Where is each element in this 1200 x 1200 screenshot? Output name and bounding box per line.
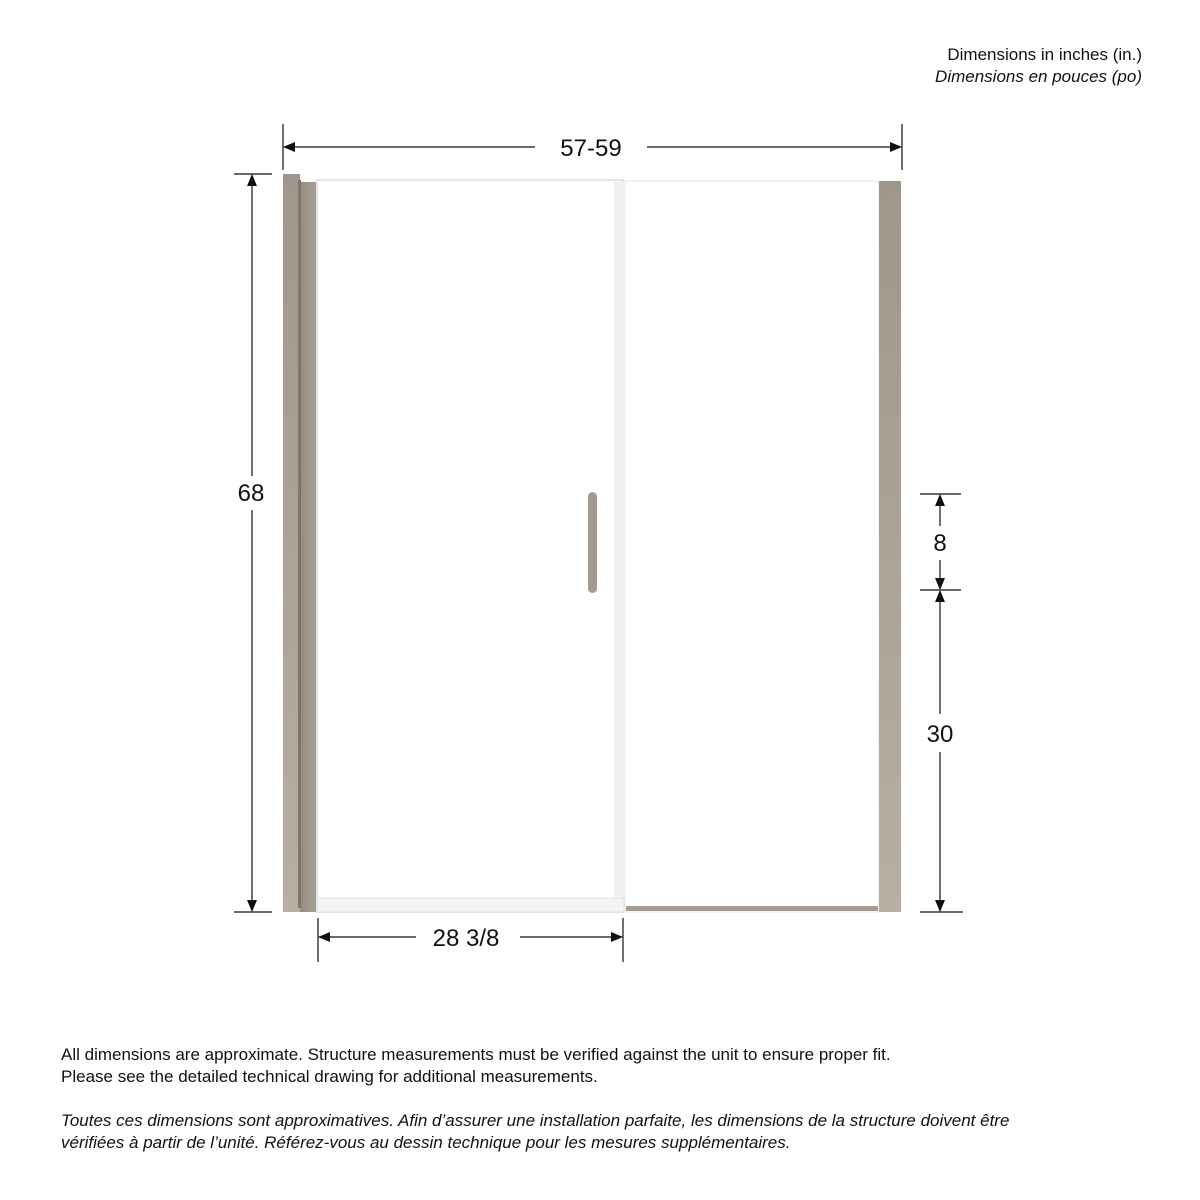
disclaimer-fr-line-2: vérifiées à partir de l’unité. Référez-vous au dessin technique pour les mesures supplémentaires. [61,1133,791,1152]
left-wall-jamb [283,174,317,912]
handle-length-label: 8 [933,530,947,557]
disclaimer-en-line-1: All dimensions are approximate. Structure measurements must be verified against the unit to ensure proper fit. [61,1045,891,1064]
door-width-label: 28 3/8 [432,925,500,952]
door-panel [317,180,624,912]
disclaimer-en-line-2: Please see the detailed technical drawing for additional measurements. [61,1067,598,1086]
fixed-panel [625,181,879,912]
handle-height-label: 30 [926,721,954,748]
height-dimension [232,174,272,912]
disclaimer-fr-line-1: Toutes ces dimensions sont approximatives. Afin d’assurer une installation parfaite, les dimensions de la structure doivent être [61,1111,1010,1130]
overall-width-dimension [283,124,902,170]
units-caption-fr: Dimensions en pouces (po) [935,67,1142,86]
overall-width-label: 57-59 [560,135,622,162]
door-handle [588,492,597,593]
door-width-dimension [318,918,623,962]
right-wall-jamb [879,181,901,912]
units-caption-en: Dimensions in inches (in.) [947,45,1142,64]
disclaimer-fr [61,1110,1161,1154]
height-label: 68 [237,480,265,507]
disclaimer-notes [61,1044,1161,1154]
handle-dimensions [920,494,963,912]
